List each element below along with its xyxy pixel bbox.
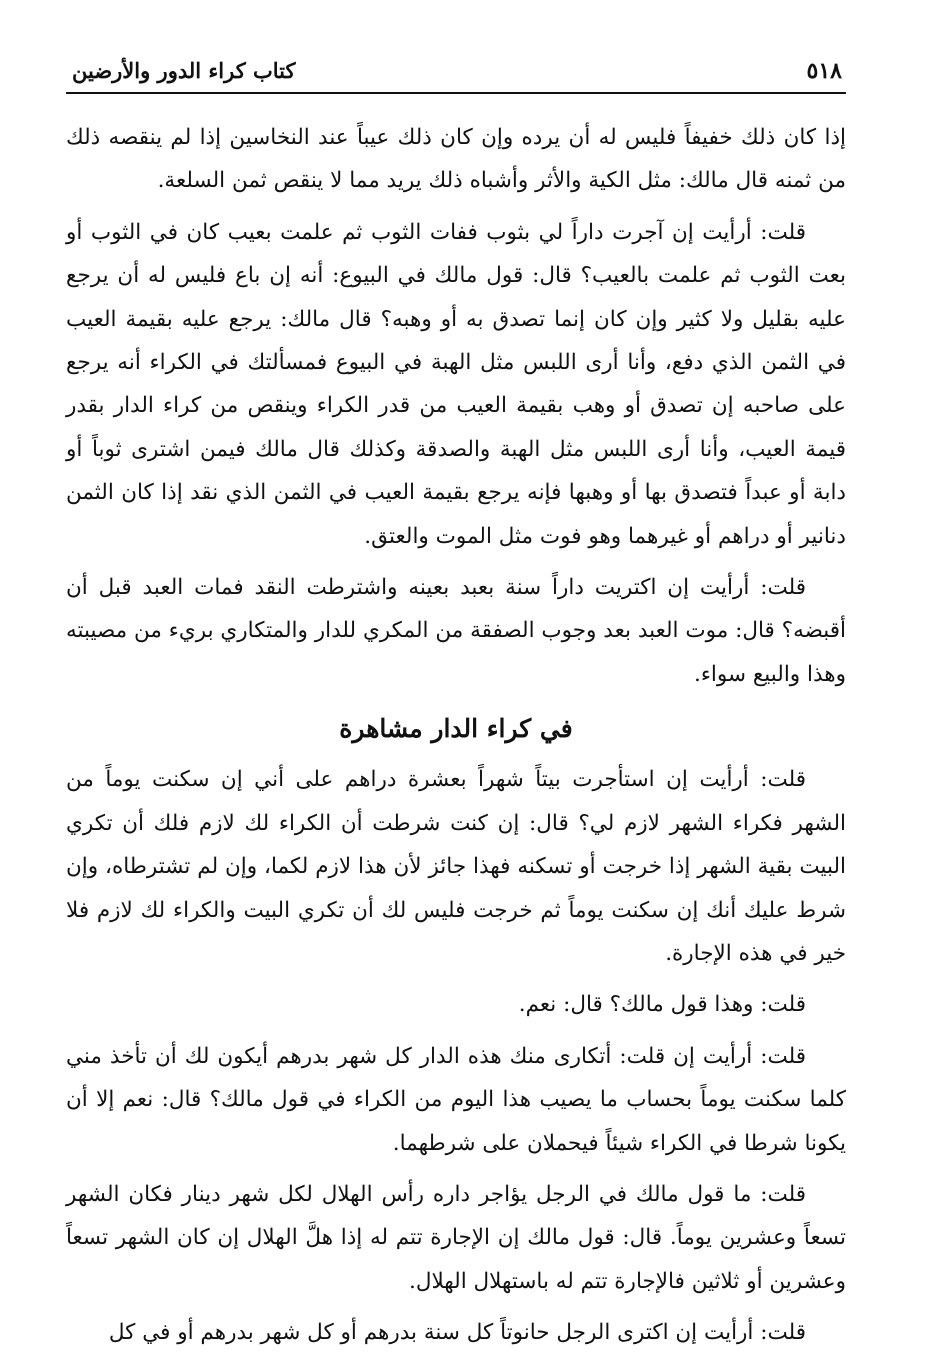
paragraph: قلت: أرأيت إن استأجرت بيتاً شهراً بعشرة دراهم على أني إن سكنت يوماً من الشهر فكراء الشهر لازم لي؟ قال: إن كنت شرطت أن الكراء لك لازم فلك أن تكري البيت بقية الشهر إذا خرجت أو تسكنه فهذا جائز لأن هذا لازم لكما، وإن لم تشترطاه، وإن شرط عليك أنك إن سكنت يوماً ثم خرجت فليس لك أن تكري البيت والكراء لك لازم فلا خير في هذه الإجارة. (66, 767, 846, 966)
page-number: ٥١٨ (806, 58, 842, 84)
paragraph: قلت: أرأيت إن اكترى الرجل حانوتاً كل سنة بدرهم أو كل شهر بدرهم أو في كل (108, 1320, 806, 1346)
paragraph: قلت: أرأيت إن اكتريت داراً سنة بعبد بعينه واشترطت النقد فمات العبد قبل أن أقبضه؟ قال: موت العبد بعد وجوب الصفقة من المكري للدار والمتكاري بريء من مصيبته وهذا والبيع سواء. (66, 575, 846, 687)
page-body (66, 116, 846, 1355)
running-header (66, 48, 846, 94)
paragraph-continued: إذا كان ذلك خفيفاً فليس له أن يرده وإن كان ذلك عيباً عند النخاسين إذا لم ينقصه ذلك من ثمنه قال مالك: مثل الكية والأثر وأشباه ذلك يريد مما لا ينقص ثمن السلعة. (66, 125, 846, 194)
paragraph: قلت: أرأيت إن آجرت داراً لي بثوب ففات الثوب ثم علمت بعيب كان في الثوب أو بعت الثوب ثم علمت بالعيب؟ قال: قول مالك في البيوع: أنه إن باع فليس له أن يرجع عليه بقليل ولا كثير وإن كان إنما تصدق به أو وهبه؟ قال مالك: يرجع عليه بقيمة العيب في الثمن الذي دفع، وأنا أرى اللبس مثل الهبة في البيوع فمسألتك في الكراء أنه يرجع على صاحبه إن تصدق أو وهب بقيمة العيب من قدر الكراء وينقص من كراء الدار بقدر قيمة العيب، وأنا أرى اللبس مثل الهبة والصدقة وكذلك قال مالك فيمن اشترى ثوباً أو دابة أو عبداً فتصدق بها أو وهبها فإنه يرجع بقيمة العيب في الثمن الذي نقد إذا كان الثمن دنانير أو دراهم أو غيرهما وهو فوت مثل الموت والعتق. (66, 219, 846, 549)
book-title: كتاب كراء الدور والأرضين (72, 58, 296, 83)
paragraph: قلت: أرأيت إن قلت: أتكارى منك هذه الدار كل شهر بدرهم أيكون لك أن تأخذ مني كلما سكنت يوماً بحساب ما يصيب هذا اليوم من الكراء في قول مالك؟ قال: نعم إلا أن يكونا شرطا في الكراء شيئاً فيحملان على شرطهما. (66, 1043, 846, 1156)
paragraph: قلت: وهذا قول مالك؟ قال: نعم. (518, 992, 806, 1018)
section-heading: في كراء الدار مشاهرة (339, 714, 573, 744)
paragraph: قلت: ما قول مالك في الرجل يؤاجر داره رأس الهلال لكل شهر دينار فكان الشهر تسعاً وعشرين يوماً. قال: قول مالك إن الإجارة تتم له إذا هلَّ الهلال إن كان الشهر تسعاً وعشرين أو ثلاثين فالإجارة تتم له باستهلال الهلال. (66, 1181, 846, 1294)
book-page (66, 48, 846, 1348)
